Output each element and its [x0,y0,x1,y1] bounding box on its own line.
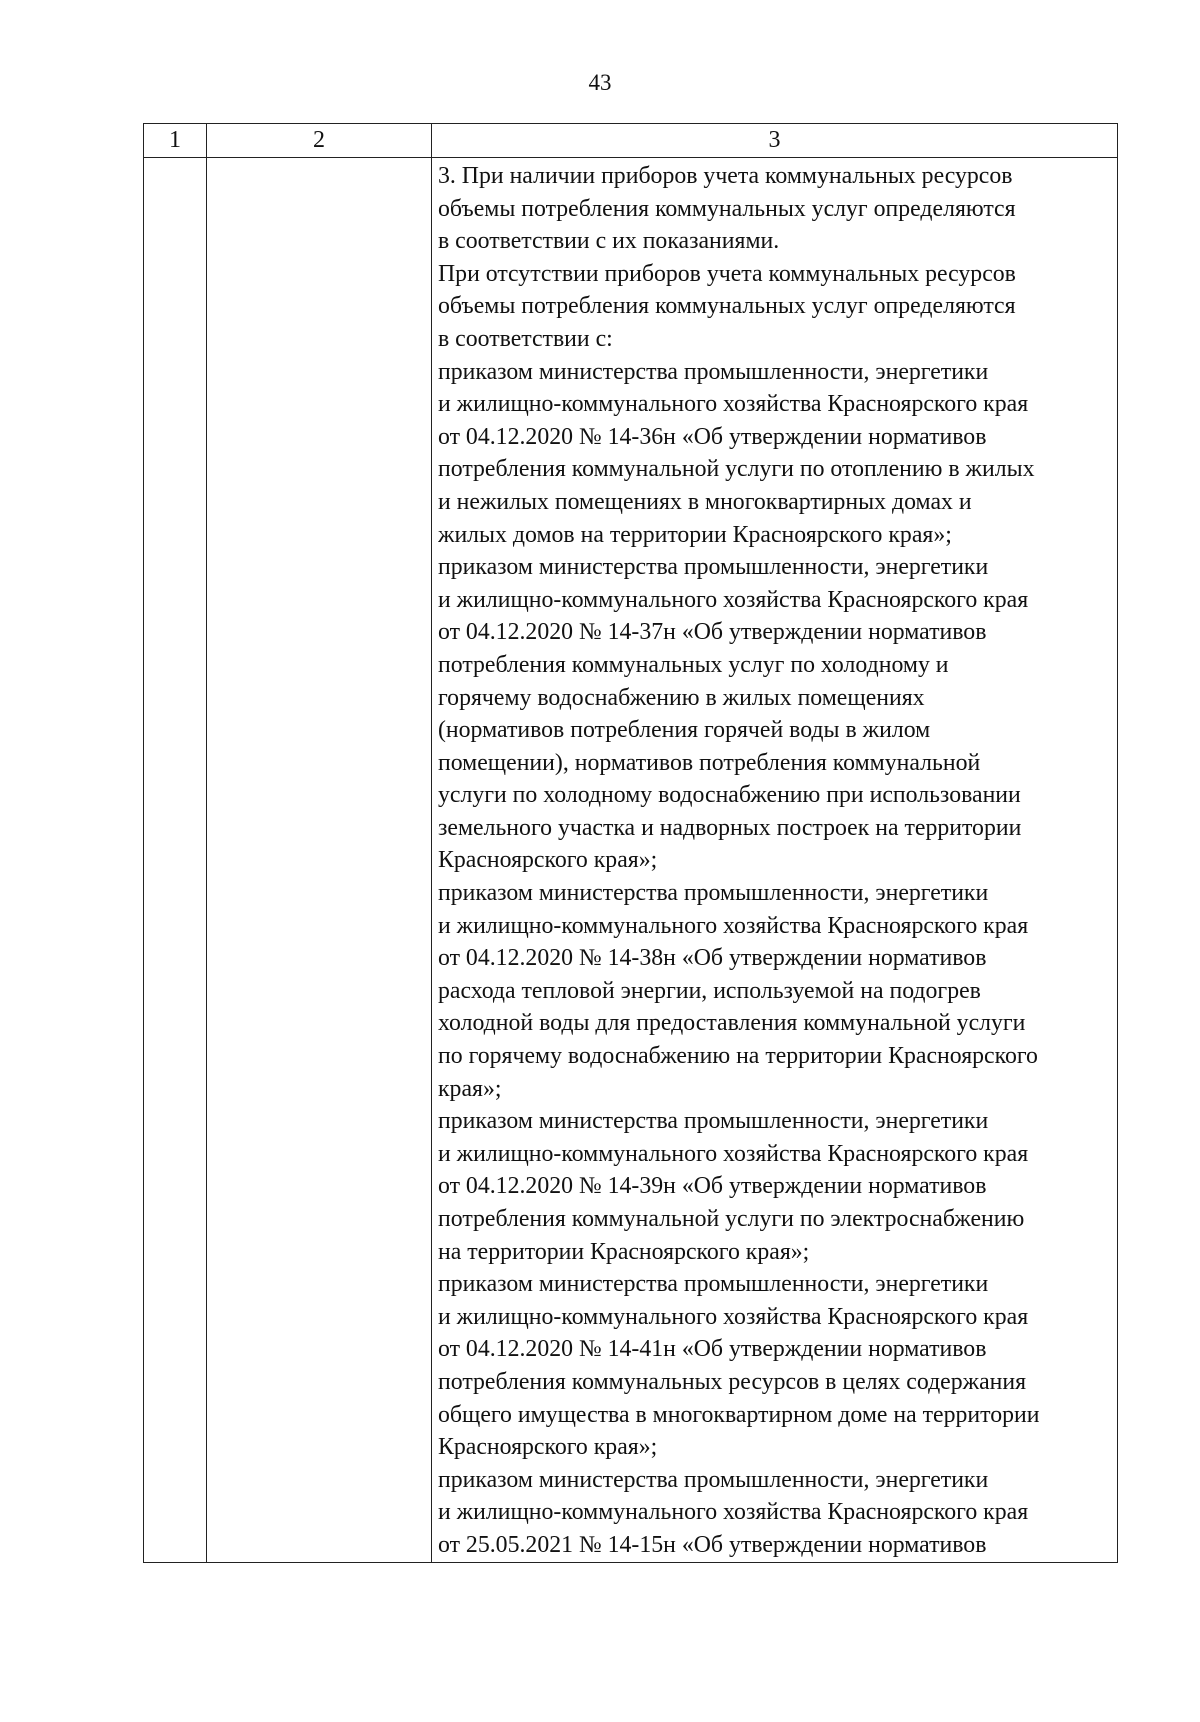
text-line: приказом министерства промышленности, энергетики [438,1108,989,1135]
text-line: потребления коммунальной услуги по отоплению в жилых [438,456,1035,483]
text-line: 3. При наличии приборов учета коммунальных ресурсов [438,163,1013,189]
text-line: приказом министерства промышленности, энергетики [438,554,989,581]
text-line: от 25.05.2021 № 14-15н «Об утверждении нормативов [438,1531,987,1558]
header-col-2: 2 [207,124,432,158]
document-table [143,123,1118,1563]
header-col-1: 1 [144,124,207,158]
text-line: земельного участка и надворных построек на территории [438,814,1022,841]
text-line: и жилищно-коммунального хозяйства Красноярского края [438,1303,1029,1330]
text-line: объемы потребления коммунальных услуг определяются [438,293,1016,320]
text-line: от 04.12.2020 № 14-36н «Об утверждении нормативов [438,423,987,450]
text-line: от 04.12.2020 № 14-39н «Об утверждении нормативов [438,1173,987,1200]
text-line: расхода тепловой энергии, используемой на подогрев [438,977,981,1004]
text-line: (нормативов потребления горячей воды в жилом [438,717,931,744]
text-lines [438,160,1115,1562]
text-line: приказом министерства промышленности, энергетики [438,880,989,907]
text-line: и нежилых помещениях в многоквартирных домах и [438,488,972,515]
table-body-row [144,158,1118,1563]
text-line: от 04.12.2020 № 14-38н «Об утверждении нормативов [438,945,987,972]
text-line: общего имущества в многоквартирном доме на территории [438,1401,1040,1428]
table-header-row [144,124,1118,158]
text-line: от 04.12.2020 № 14-37н «Об утверждении нормативов [438,619,987,646]
text-line: потребления коммунальных услуг по холодному и [438,651,949,678]
text-line: и жилищно-коммунального хозяйства Красноярского края [438,1140,1029,1167]
text-line: по горячему водоснабжению на территории Красноярского [438,1043,1038,1070]
text-line: приказом министерства промышленности, энергетики [438,358,989,385]
header-col-3: 3 [432,124,1118,158]
text-line: потребления коммунальных ресурсов в целях содержания [438,1368,1027,1395]
text-line: объемы потребления коммунальных услуг определяются [438,195,1016,222]
text-line: и жилищно-коммунального хозяйства Красноярского края [438,1499,1029,1526]
text-line: и жилищно-коммунального хозяйства Красноярского края [438,586,1029,613]
text-line: приказом министерства промышленности, энергетики [438,1271,989,1298]
text-line: и жилищно-коммунального хозяйства Красноярского края [438,912,1029,939]
text-line: потребления коммунальной услуги по электроснабжению [438,1206,1025,1232]
text-line: в соответствии с их показаниями. [438,228,780,255]
text-line: Красноярского края»; [438,1434,658,1461]
text-line: услуги по холодному водоснабжению при использовании [438,782,1021,809]
text-line: горячему водоснабжению в жилых помещениях [438,684,925,711]
text-line: При отсутствии приборов учета коммунальных ресурсов [438,260,1016,287]
text-line: холодной воды для предоставления коммунальной услуги [438,1010,1026,1037]
body-col-3 [432,158,1118,1563]
body-col-1 [144,158,207,1563]
text-line: от 04.12.2020 № 14-41н «Об утверждении нормативов [438,1336,987,1363]
text-line: Красноярского края»; [438,847,658,874]
text-line: помещении), нормативов потребления коммунальной [438,749,981,776]
body-col-2 [207,158,432,1563]
text-line: в соответствии с: [438,325,613,352]
page-number: 43 [588,70,612,95]
text-line: и жилищно-коммунального хозяйства Красноярского края [438,391,1029,418]
text-line: жилых домов на территории Красноярского края»; [438,521,952,548]
text-line: края»; [438,1075,502,1102]
text-line: на территории Красноярского края»; [438,1238,810,1265]
text-line: приказом министерства промышленности, энергетики [438,1466,989,1493]
